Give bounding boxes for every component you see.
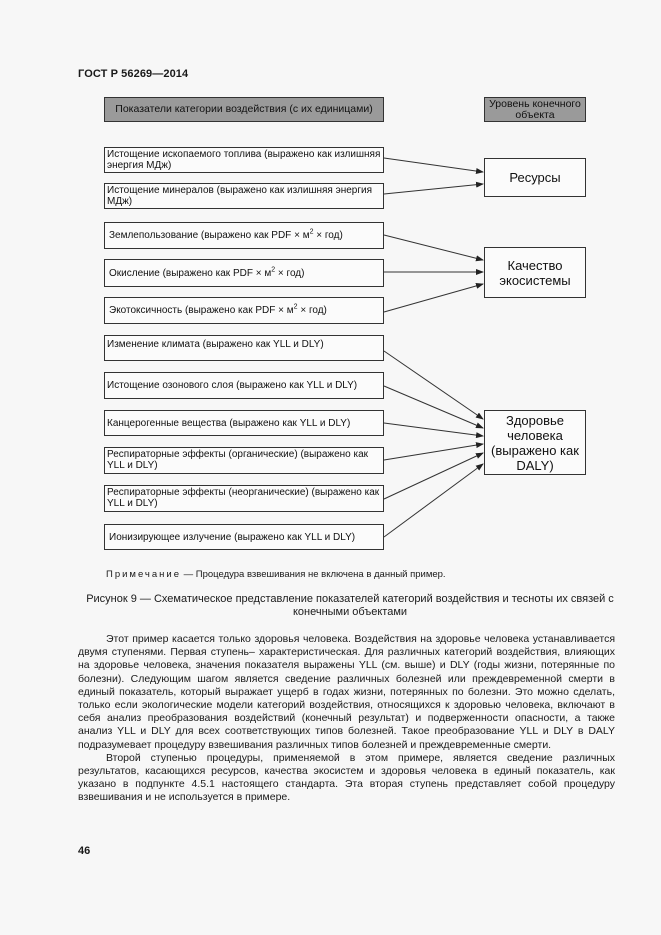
indicator-label: Землепользование (выражено как PDF × $м^2 \times год$)	[109, 228, 343, 241]
note-text: — Процедура взвешивания не включена в данный пример.	[181, 569, 446, 580]
indicator-label: Канцерогенные вещества (выражено как YLL и DLY)	[107, 417, 351, 429]
indicator-label: Истощение озонового слоя (выражено как YLL и DLY)	[107, 380, 358, 391]
indicator-label: Ионизирующее излучение (выражено как YLL и DLY)	[109, 531, 356, 543]
endpoint-label: Качество экосистемы	[499, 257, 571, 288]
document-header: ГОСТ Р 56269—2014	[78, 68, 189, 80]
note-label: Примечание	[106, 569, 181, 580]
indicator-label: Респираторные эффекты (органические) (выражено как YLL и DLY)	[107, 449, 369, 471]
indicator-label: Респираторные эффекты (неорганические) (выражено как YLL и DLY)	[107, 487, 380, 509]
endpoint-column-header: Уровень конечного объекта	[484, 97, 586, 122]
endpoint-label: Здоровье человека (выражено как DALY)	[491, 412, 579, 473]
indicator-label: Экотоксичность (выражено как PDF × $м^2 \times год$)	[109, 303, 327, 316]
body-text	[78, 633, 615, 805]
paragraph: Этот пример касается только здоровья человека. Воздействия на здоровье человека устанавливается двумя ступенями. Первая ступень– характеристическая. Для различных категорий воздействия, влияющих на здоровье человека, значения показателя выражены YLL (см. выше) и DLY (годы жизни, потерянные по болезни). Следующим шагом является сведение различных болезней или преждевременной смерти в единый показатель, который выражает ущерб в годах жизни, потерянных по болезни. Это можно сделать, только если экологические модели категорий воздействия, относящихся к здоровью человека, включают в себя анализ преобразования воздействий (конечный результат) и подверженности опасности, а также анализ YLL и DLY для всех соответствующих типов болезней. Такое преобразование YLL и DLY в DALY подразумевает процедуру взвешивания различных типов болезней и преждевременные смерти.	[78, 633, 615, 751]
indicator-label: Изменение климата (выражено как YLL и DLY)	[107, 339, 324, 350]
indicator-label: Истощение ископаемого топлива (выражено как излишняя энергия МДж)	[107, 149, 381, 171]
figure-caption: Рисунок 9 — Схематическое представление показателей категорий воздействия и тесноты их связей с конечными объектами	[86, 593, 614, 618]
page-number: 46	[78, 845, 91, 857]
paragraph: Второй ступенью процедуры, применяемой в этом примере, является сведение различных результатов, касающихся ресурсов, качества экосистем и здоровья человека в единый показатель, как указано в подпункте 4.5.1 настоящего стандарта. Эта вторая ступень представляет собой процедуру взвешивания и не используется в примере.	[78, 751, 615, 804]
indicator-label: Истощение минералов (выражено как излишняя энергия МДж)	[107, 185, 373, 207]
figure-note	[106, 569, 446, 580]
indicator-label: Окисление (выражено как PDF × $м^2 \times год$)	[109, 266, 305, 279]
endpoint-label: Ресурсы	[509, 170, 561, 185]
indicators-column-header: Показатели категории воздействия (с их единицами)	[104, 97, 384, 122]
